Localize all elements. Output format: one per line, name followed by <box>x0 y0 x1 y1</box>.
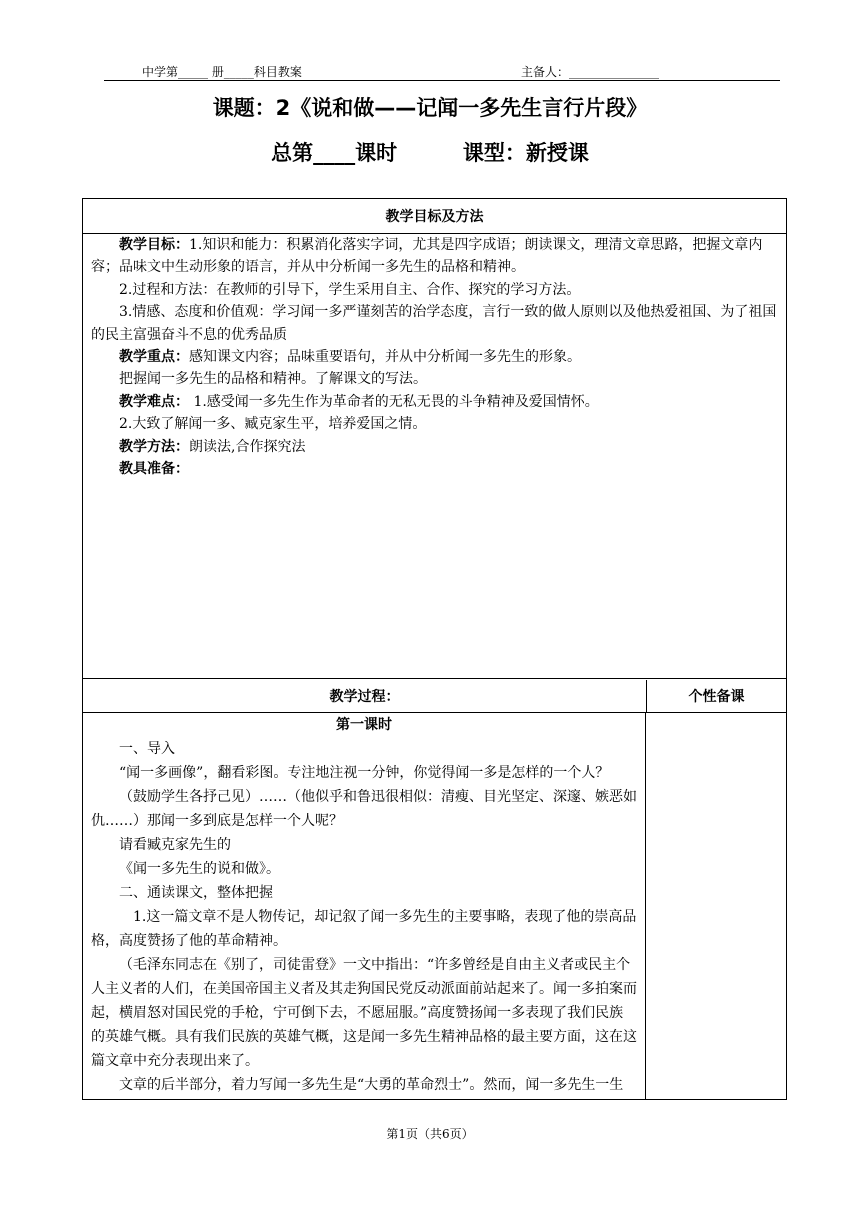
process-cell <box>83 713 646 1099</box>
process-paragraph: 文章的后半部分，着力写闻一多先生是“大勇的革命烈士”。然而，闻一多先生一生 <box>119 1077 624 1093</box>
process-paragraph: “闻一多画像”，翻看彩图。专注地注视一分钟，你觉得闻一多是怎样的一个人？ <box>119 765 610 781</box>
process-paragraph: 1.这一篇文章不是人物传记，却记叙了闻一多先生的主要事略，表现了他的崇高品格，高度赞扬了他的革命精神。 <box>91 909 637 949</box>
teaching-method <box>91 436 778 458</box>
personal-notes-cell <box>647 713 786 1099</box>
page-number: 第1页（共6页） <box>386 1127 474 1141</box>
process-paragraph: 一、导入 <box>119 741 175 757</box>
goal-3: 3.情感、态度和价值观：学习闻一多严谨刻苦的治学态度，言行一致的做人原则以及他热爱祖国、为了祖国的民主富强奋斗不息的优秀品质 <box>91 304 777 343</box>
notes-heading: 个性备课 <box>647 680 786 713</box>
goal-1-text: 1.知识和能力：积累消化落实字词，尤其是四字成语；朗读课文，理清文章思路，把握文章内容；品味文中生动形象的语言，并从中分析闻一多先生的品格和精神。 <box>91 237 763 276</box>
difficult-label: 教学难点： <box>119 393 189 410</box>
process-paragraph: 二、通读课文，整体把握 <box>119 885 273 901</box>
lesson-number: 第一课时 <box>336 717 392 733</box>
process-paragraph: 《闻一多先生的说和做》。 <box>119 861 280 877</box>
key-label: 教学重点： <box>119 349 189 366</box>
lesson-title: 课题：2《说和做——记闻一多先生言行片段》 <box>212 96 648 120</box>
goal-2: 2.过程和方法：在教师的引导下，学生采用自主、合作、探究的学习方法。 <box>119 281 581 298</box>
process-paragraph: （鼓励学生各抒己见）……（他似乎和鲁迅很相似：清瘦、目光坚定、深邃、嫉恶如仇……）那闻一多到底是怎样一个人呢？ <box>91 789 637 829</box>
lesson-subtitle: 总第____课时 课型：新授课 <box>271 141 589 165</box>
difficult-points-2: 2.大致了解闻一多、臧克家生平，培养爱国之情。 <box>119 416 427 433</box>
objectives-heading: 教学目标及方法 <box>83 199 786 234</box>
teaching-tools <box>91 458 778 480</box>
difficult-text-1: 1.感受闻一多先生作为革命者的无私无畏的斗争精神及爱国情怀。 <box>189 393 599 410</box>
header-author-field: 主备人：_______________ <box>521 65 660 79</box>
difficult-points <box>91 391 778 413</box>
header-left-text: 中学第_____ 册_____科目教案 <box>142 65 302 79</box>
objectives-cell <box>83 234 786 679</box>
process-paragraph: （毛泽东同志在《别了，司徒雷登》一文中指出：“许多曾经是自由主义者或民主个人主义者的人们，在美国帝国主义者及其走狗国民党反动派面前站起来了。闻一多拍案而起，横眉怒对国民党的手枪，宁可倒下去，不愿屈服。”高度赞扬闻一多表现了我们民族的英雄气概。具有我们民族的英雄气概，这是闻一多先生精神品格的最主要方面，这在这篇文章中充分表现出来了。 <box>91 957 637 1069</box>
key-text: 感知课文内容；品味重要语句，并从中分析闻一多先生的形象。 <box>189 349 581 366</box>
process-paragraph: 请看臧克家先生的 <box>119 837 231 853</box>
lesson-plan-table <box>82 198 787 1100</box>
process-heading: 教学过程： <box>83 680 647 713</box>
goals-label: 教学目标： <box>119 237 189 253</box>
page-header <box>104 62 780 81</box>
key-points-2: 把握闻一多先生的品格和精神。了解课文的写法。 <box>119 371 427 388</box>
goal-1 <box>91 234 778 279</box>
key-points <box>91 346 778 368</box>
method-label: 教学方法： <box>119 438 189 455</box>
tools-label: 教具准备： <box>119 461 189 478</box>
method-text: 朗读法,合作探究法 <box>189 438 306 455</box>
